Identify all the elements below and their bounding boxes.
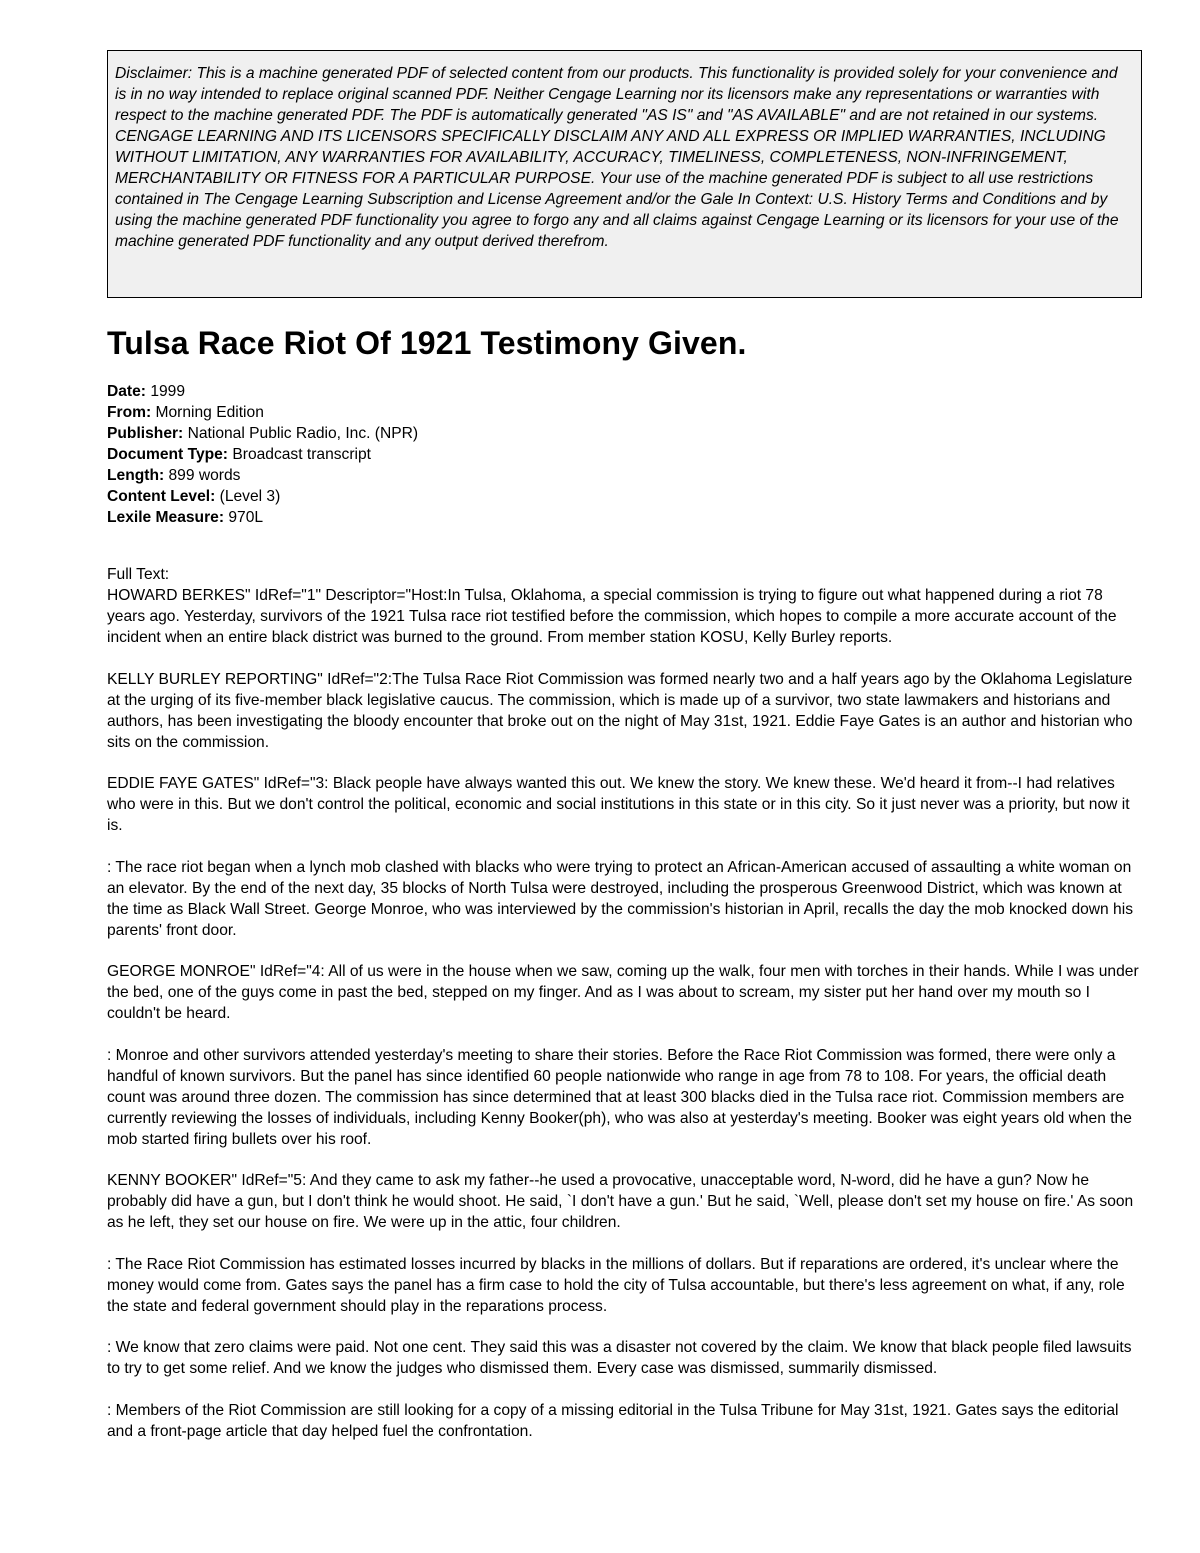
meta-label: From: [107, 404, 152, 421]
document-page [107, 50, 1143, 1462]
transcript-paragraph: EDDIE FAYE GATES" IdRef="3: Black people have always wanted this out. We knew the story. We knew these. We'd heard it from--I had relatives who were in this. But we don't control the political, economic and social institutions in this state or in this city. So it just never was a priority, but now it is. [107, 775, 1130, 834]
meta-label: Document Type: [107, 446, 229, 463]
document-title: Tulsa Race Riot Of 1921 Testimony Given. [107, 325, 747, 361]
transcript-paragraph: KENNY BOOKER" IdRef="5: And they came to ask my father--he used a provocative, unacceptable word, N-word, did he have a gun? Now he probably did have a gun, but I don't think he would shoot. He said, `I don't have a gun.' But he said, `Well, please don't set my house on fire.' As soon as he left, they set our house on fire. We were up in the attic, four children. [107, 1172, 1134, 1231]
meta-document-type [107, 444, 1143, 465]
meta-value: 899 words [164, 467, 241, 484]
transcript-paragraph: : Monroe and other survivors attended yesterday's meeting to share their stories. Before the Race Riot Commission was formed, there were only a handful of known survivors. But the panel has since identified 60 people nationwide who range in age from 78 to 108. For years, the official death count was around three dozen. The commission has since determined that at least 300 blacks died in the Tulsa race riot. Commission members are currently reviewing the losses of individuals, including Kenny Booker(ph), who was also at yesterday's meeting. Booker was eight years old when the mob started firing bullets over his roof. [107, 1046, 1132, 1148]
transcript-paragraph: : The Race Riot Commission has estimated losses incurred by blacks in the millions of dollars. But if reparations are ordered, it's unclear where the money would come from. Gates says the panel has a firm case to hold the city of Tulsa accountable, but there's less agreement on what, if any, role the state and federal government should play in the reparations process. [107, 1255, 1125, 1315]
transcript-paragraph: GEORGE MONROE" IdRef="4: All of us were in the house when we saw, coming up the walk, four men with torches in their hands. While I was under the bed, one of the guys come in past the bed, stepped on my finger. And as I was about to scream, my sister put her hand over my mouth so I couldn't be heard. [107, 963, 1139, 1022]
meta-value: Broadcast transcript [228, 446, 372, 463]
meta-label: Publisher: [107, 425, 184, 442]
disclaimer-box: Disclaimer: This is a machine generated PDF of selected content from our products. This functionality is provided solely for your convenience and is in no way intended to replace original scanned PDF. Neither Cengage Learning nor its licensors make any representations or warranties with respect to the machine generated PDF. The PDF is automatically generated "AS IS" and "AS AVAILABLE" and are not retained in our systems. CENGAGE LEARNING AND ITS LICENSORS SPECIFICALLY DISCLAIM ANY AND ALL EXPRESS OR IMPLIED WARRANTIES, INCLUDING WITHOUT LIMITATION, ANY WARRANTIES FOR AVAILABILITY, ACCURACY, TIMELINESS, COMPLETENESS, NON-INFRINGEMENT, MERCHANTABILITY OR FITNESS FOR A PARTICULAR PURPOSE. Your use of the machine generated PDF is subject to all use restrictions contained in The Cengage Learning Subscription and License Agreement and/or the Gale In Context: U.S. History Terms and Conditions and by using the machine generated PDF functionality you agree to forgo any and all claims against Cengage Learning or its licensors for your use of the machine generated PDF functionality and any output derived therefrom. [107, 50, 1142, 298]
transcript-paragraph: KELLY BURLEY REPORTING" IdRef="2:The Tulsa Race Riot Commission was formed nearly two and a half years ago by the Oklahoma Legislature at the urging of its five-member black legislative caucus. The commission, which is made up of a survivor, two state lawmakers and historians and authors, has been investigating the bloody encounter that broke out on the night of May 31st, 1921. Eddie Faye Gates is an author and historian who sits on the commission. [107, 670, 1133, 751]
metadata-block [107, 381, 1143, 528]
meta-date [107, 381, 1143, 402]
meta-from [107, 402, 1143, 423]
full-text-section [107, 564, 1143, 1442]
full-text-label: Full Text: [107, 566, 170, 583]
transcript-paragraph: : The race riot began when a lynch mob clashed with blacks who were trying to protect an African-American accused of assaulting a white woman on an elevator. By the end of the next day, 35 blocks of North Tulsa were destroyed, including the prosperous Greenwood District, which was known at the time as Black Wall Street. George Monroe, who was interviewed by the commission's historian in April, recalls the day the mob knocked down his parents' front door. [107, 858, 1133, 939]
meta-label: Content Level: [107, 488, 216, 505]
transcript-paragraph: : Members of the Riot Commission are still looking for a copy of a missing editorial in the Tulsa Tribune for May 31st, 1921. Gates says the editorial and a front-page article that day helped fuel the confrontation. [107, 1401, 1119, 1440]
meta-value: 970L [224, 509, 264, 526]
meta-publisher [107, 423, 1143, 444]
transcript-paragraph: HOWARD BERKES" IdRef="1" Descriptor="Host:In Tulsa, Oklahoma, a special commission is trying to figure out what happened during a riot 78 years ago. Yesterday, survivors of the 1921 Tulsa race riot testified before the commission, which hopes to compile a more accurate account of the incident when an entire black district was burned to the ground. From member station KOSU, Kelly Burley reports. [107, 587, 1117, 646]
transcript-paragraph: : We know that zero claims were paid. Not one cent. They said this was a disaster not covered by the claim. We know that black people filed lawsuits to try to get some relief. And we know the judges who dismissed them. Every case was dismissed, summarily dismissed. [107, 1339, 1132, 1377]
meta-value: (Level 3) [215, 488, 281, 505]
meta-label: Length: [107, 467, 165, 484]
meta-value: Morning Edition [151, 404, 264, 421]
meta-value: 1999 [146, 383, 186, 400]
meta-label: Date: [107, 383, 146, 400]
meta-content-level [107, 486, 1143, 507]
meta-lexile-measure [107, 507, 1143, 528]
meta-label: Lexile Measure: [107, 509, 225, 526]
meta-value: National Public Radio, Inc. (NPR) [183, 425, 419, 442]
meta-length [107, 465, 1143, 486]
